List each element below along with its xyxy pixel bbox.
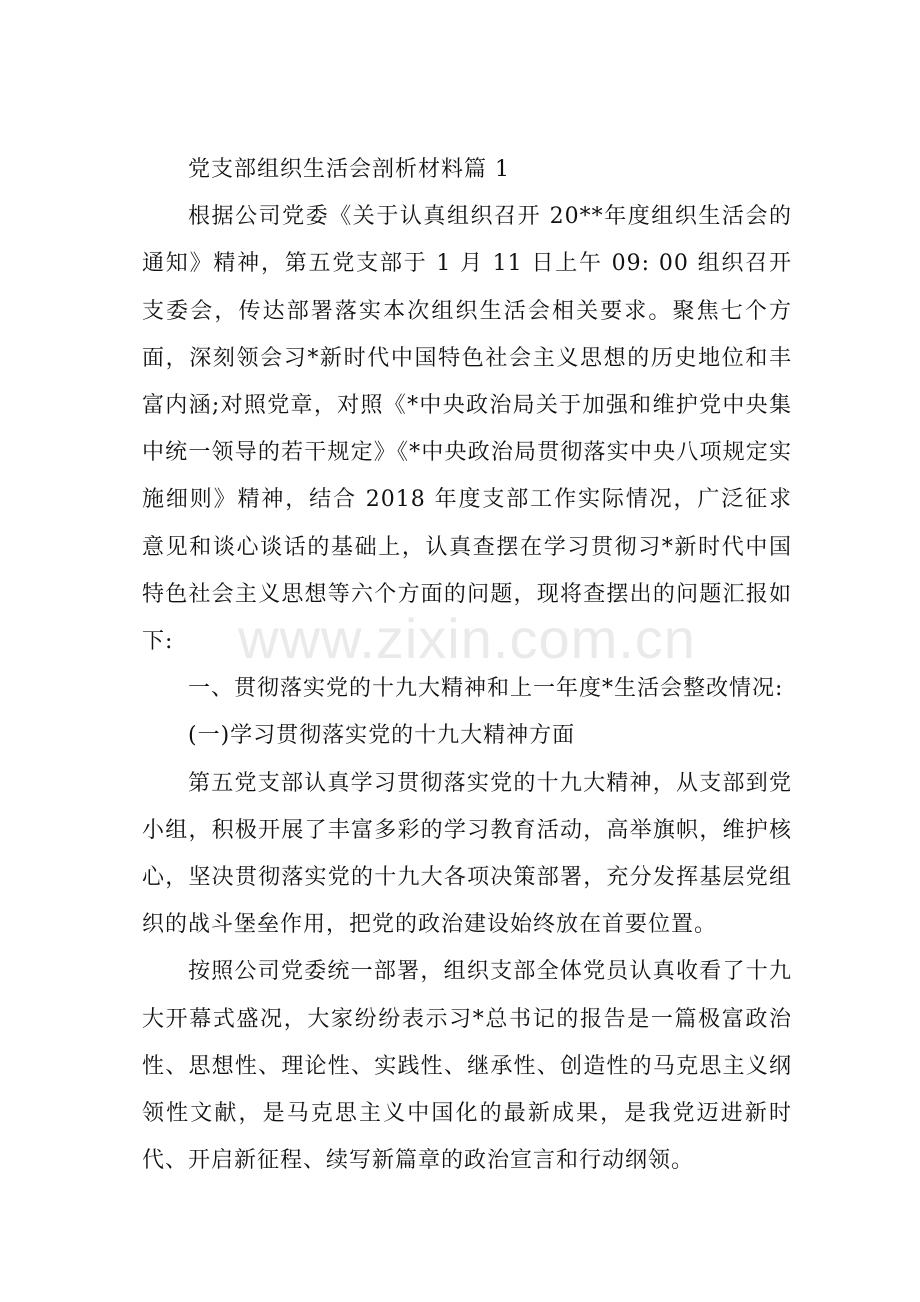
watermark-text: www.zixin.com.cn	[238, 607, 696, 670]
document-title: 党支部组织生活会剖析材料篇 1	[188, 157, 510, 182]
document-body	[142, 146, 792, 1184]
paragraph-study: 第五党支部认真学习贯彻落实党的十九大精神，从支部到党小组，积极开展了丰富多彩的学习教育活动，高举旗帜，维护核心，坚决贯彻落实党的十九大各项决策部署，充分发挥基层党组织的战斗堡垒作用，把党的政治建设始终放在首要位置。	[142, 770, 792, 938]
paragraph-intro: 根据公司党委《关于认真组织召开 20**年度组织生活会的通知》精神，第五党支部于 1 月 11 日上午 09: 00 组织召开支委会，传达部署落实本次组织生活会相关要求。聚焦七个方面，深刻领会习*新时代中国特色社会主义思想的历史地位和丰富内涵;对照党章，对照《*中央政治局关于加强和维护党中央集中统一领导的若干规定》《*中央政治局贯彻落实中央八项规定实施细则》精神，结合 2018 年度支部工作实际情况，广泛征求意见和谈心谈话的基础上，认真查摆在学习贯彻习*新时代中国特色社会主义思想等六个方面的问题，现将查摆出的问题汇报如下:	[142, 204, 792, 655]
section-heading: 一、贯彻落实党的十九大精神和上一年度*生活会整改情况:	[188, 676, 784, 702]
subsection-heading: (一)学习贯彻落实党的十九大精神方面	[188, 723, 576, 749]
paragraph-arrangement: 按照公司党委统一部署，组织支部全体党员认真收看了十九大开幕式盛况，大家纷纷表示习*总书记的报告是一篇极富政治性、思想性、理论性、实践性、继承性、创造性的马克思主义纲领性文献，是马克思主义中国化的最新成果，是我党迈进新时代、开启新征程、续写新篇章的政治宣言和行动纲领。	[142, 959, 792, 1174]
